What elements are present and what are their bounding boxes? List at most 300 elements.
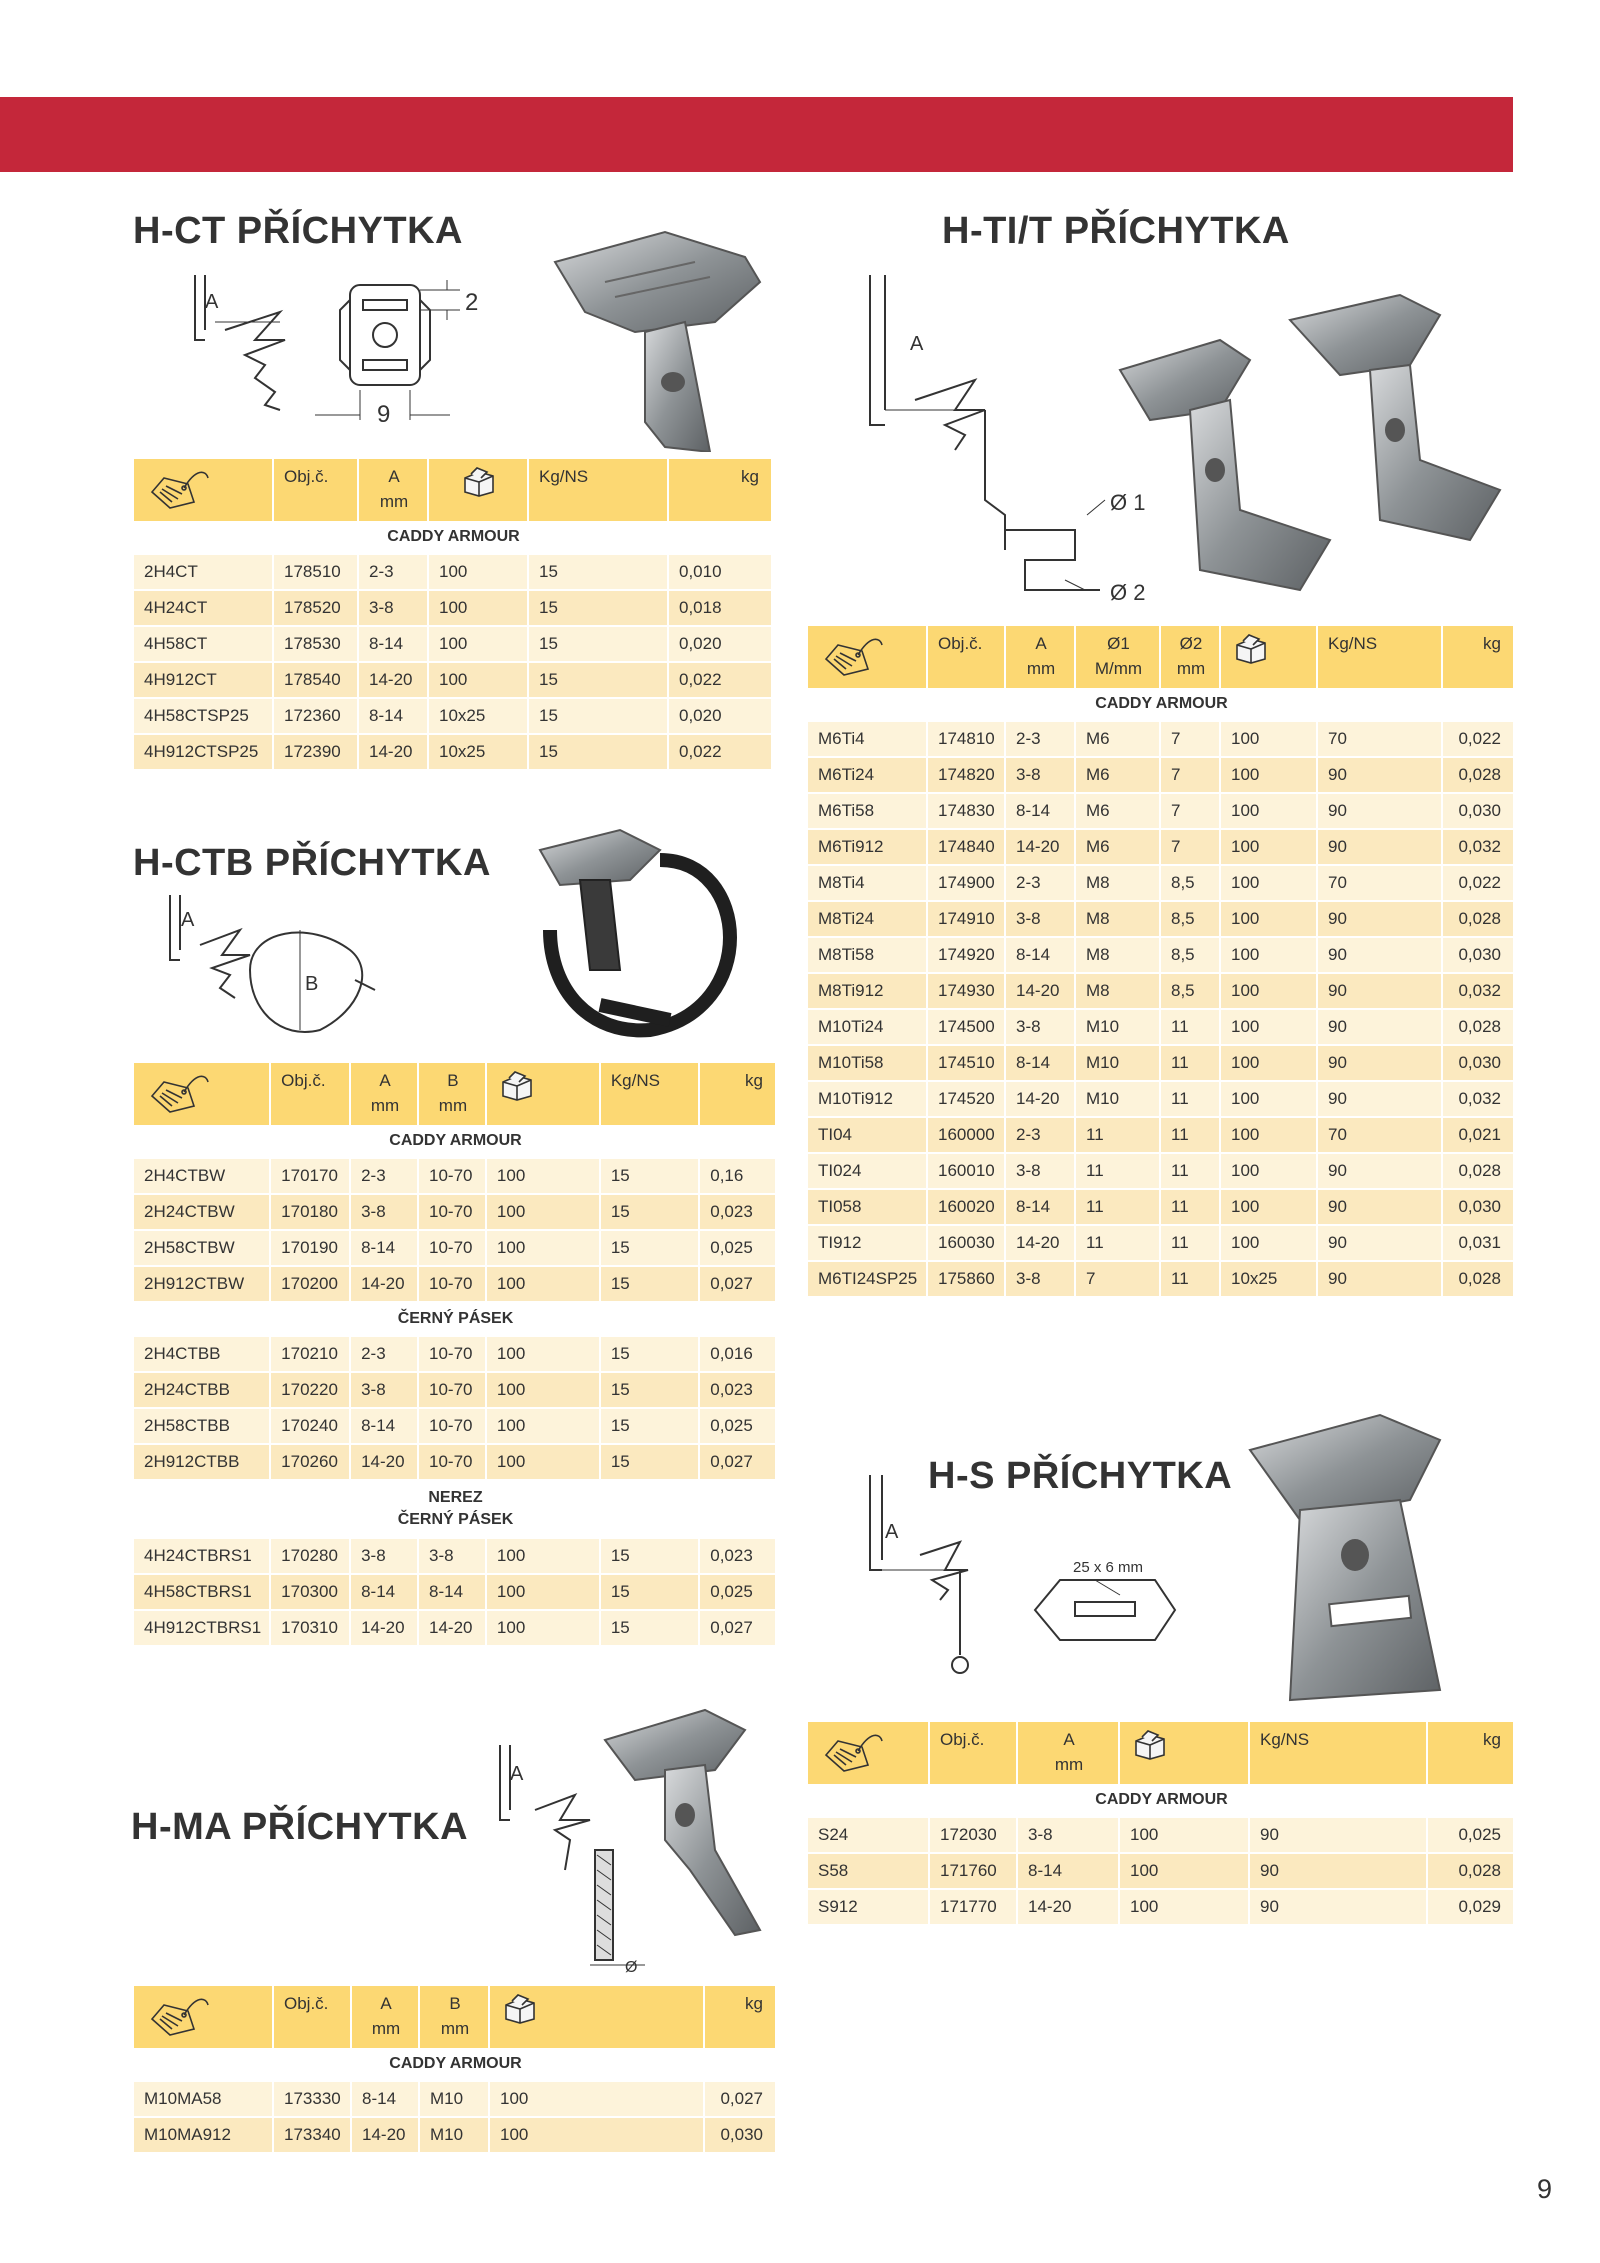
hma-header-a: A mm	[352, 1986, 420, 2048]
table-row	[808, 1890, 1513, 1926]
table-cell: 8-14	[352, 2082, 420, 2118]
table-cell: 0,030	[1443, 1190, 1513, 1226]
table-cell: 160010	[928, 1154, 1006, 1190]
table-cell: 170280	[271, 1539, 351, 1575]
table-cell: 0,023	[700, 1195, 775, 1231]
hma-product-photo	[595, 1700, 795, 1960]
table-cell: 170310	[271, 1611, 351, 1647]
table-cell: 10-70	[419, 1337, 487, 1373]
table-cell: 14-20	[351, 1267, 419, 1303]
table-row	[808, 830, 1513, 866]
table-cell: 90	[1318, 938, 1443, 974]
table-cell: 15	[529, 699, 669, 735]
table-cell: 14-20	[1006, 1082, 1076, 1118]
table-cell: 2H24CTBW	[134, 1195, 271, 1231]
table-cell: 170190	[271, 1231, 351, 1267]
table-cell: 0,032	[1443, 830, 1513, 866]
table-cell: 8,5	[1161, 866, 1221, 902]
table-cell: 0,010	[669, 555, 771, 591]
table-row	[808, 1818, 1513, 1854]
table-cell: 11	[1161, 1154, 1221, 1190]
hct-header-objc: Obj.č.	[274, 459, 359, 521]
hct-label-9: 9	[377, 401, 391, 428]
hma-table	[134, 1986, 775, 2154]
hct-diagram	[185, 270, 495, 430]
table-cell: 8-14	[359, 699, 429, 735]
table-cell: 0,027	[700, 1267, 775, 1303]
table-row	[808, 974, 1513, 1010]
table-cell: 90	[1318, 1262, 1443, 1298]
table-cell: 0,023	[700, 1539, 775, 1575]
top-banner	[0, 97, 1513, 172]
table-cell: 10x25	[1221, 1262, 1318, 1298]
hctb-header-objc: Obj.č.	[271, 1063, 351, 1125]
table-cell: 100	[1120, 1818, 1250, 1854]
hs-header-a: A mm	[1018, 1722, 1120, 1784]
table-cell: 90	[1318, 794, 1443, 830]
table-cell: 174520	[928, 1082, 1006, 1118]
table-cell: 0,023	[700, 1373, 775, 1409]
table-cell: 100	[1221, 1082, 1318, 1118]
table-cell: 4H24CT	[134, 591, 274, 627]
hctb-label-a: A	[181, 909, 195, 931]
hti-title: H-TI/T PŘÍCHYTKA	[942, 210, 1290, 252]
table-cell: 0,022	[669, 735, 771, 771]
table-row	[134, 1337, 775, 1373]
table-cell: M10MA58	[134, 2082, 274, 2118]
table-cell: 15	[529, 627, 669, 663]
table-cell: 178540	[274, 663, 359, 699]
table-cell: 90	[1318, 830, 1443, 866]
table-cell: 3-8	[1006, 758, 1076, 794]
table-cell: M10	[1076, 1010, 1161, 1046]
table-cell: 0,030	[1443, 938, 1513, 974]
table-cell: 0,032	[1443, 974, 1513, 1010]
table-cell: 100	[1221, 758, 1318, 794]
table-row	[808, 1854, 1513, 1890]
table-cell: 4H58CT	[134, 627, 274, 663]
table-cell: 178530	[274, 627, 359, 663]
table-cell: 0,030	[1443, 794, 1513, 830]
table-cell: 174900	[928, 866, 1006, 902]
table-cell: 14-20	[359, 735, 429, 771]
table-cell: 8,5	[1161, 974, 1221, 1010]
hctb-title: H-CTB PŘÍCHYTKA	[133, 842, 491, 884]
table-row	[808, 866, 1513, 902]
table-cell: 174820	[928, 758, 1006, 794]
table-cell: 90	[1318, 1046, 1443, 1082]
table-cell: TI04	[808, 1118, 928, 1154]
table-row	[134, 1231, 775, 1267]
table-cell: 7	[1161, 758, 1221, 794]
hs-product-photo	[1240, 1410, 1490, 1710]
hs-label-a: A	[885, 1521, 899, 1543]
table-row	[808, 902, 1513, 938]
table-cell: 14-20	[419, 1611, 487, 1647]
table-cell: 2-3	[1006, 722, 1076, 758]
tag-icon	[808, 1722, 930, 1784]
hti-label-o1: Ø 1	[1110, 490, 1146, 515]
table-cell: 100	[1221, 722, 1318, 758]
table-cell: 3-8	[359, 591, 429, 627]
table-cell: 3-8	[419, 1539, 487, 1575]
table-cell: 174500	[928, 1010, 1006, 1046]
table-cell: 3-8	[351, 1195, 419, 1231]
table-cell: 3-8	[351, 1539, 419, 1575]
table-cell: 4H912CTBRS1	[134, 1611, 271, 1647]
table-cell: M6Ti24	[808, 758, 928, 794]
table-cell: 172360	[274, 699, 359, 735]
table-cell: 0,028	[1443, 1262, 1513, 1298]
table-cell: 2H4CT	[134, 555, 274, 591]
table-row	[134, 2082, 775, 2118]
table-cell: 100	[487, 1445, 601, 1481]
table-cell: 14-20	[351, 1445, 419, 1481]
table-cell: M6	[1076, 722, 1161, 758]
table-cell: 100	[487, 1159, 601, 1195]
table-row	[134, 591, 771, 627]
table-cell: 14-20	[1006, 830, 1076, 866]
table-cell: 173330	[274, 2082, 352, 2118]
hti-header-a: A mm	[1006, 626, 1076, 688]
table-cell: M10	[420, 2082, 490, 2118]
table-cell: 4H24CTBRS1	[134, 1539, 271, 1575]
table-row	[134, 1195, 775, 1231]
table-cell: 0,020	[669, 699, 771, 735]
table-cell: 2H58CTBW	[134, 1231, 271, 1267]
table-cell: 178510	[274, 555, 359, 591]
table-cell: 0,028	[1443, 1010, 1513, 1046]
table-cell: 8-14	[1018, 1854, 1120, 1890]
table-cell: 174510	[928, 1046, 1006, 1082]
hs-slot-diagram	[1025, 1550, 1195, 1650]
hctb-header-a: A mm	[351, 1063, 419, 1125]
table-cell: M10	[1076, 1082, 1161, 1118]
table-cell: 8-14	[1006, 794, 1076, 830]
table-cell: M6TI24SP25	[808, 1262, 928, 1298]
table-cell: 15	[529, 663, 669, 699]
hma-header-objc: Obj.č.	[274, 1986, 352, 2048]
table-row	[808, 1046, 1513, 1082]
table-cell: 10x25	[429, 735, 529, 771]
hti-header-o1: Ø1 M/mm	[1076, 626, 1161, 688]
table-cell: 15	[601, 1195, 700, 1231]
table-cell: 170240	[271, 1409, 351, 1445]
table-cell: 2-3	[351, 1337, 419, 1373]
table-cell: 2H24CTBB	[134, 1373, 271, 1409]
table-cell: 8-14	[1006, 1046, 1076, 1082]
table-cell: 90	[1250, 1854, 1428, 1890]
table-cell: 100	[487, 1267, 601, 1303]
table-cell: 2-3	[359, 555, 429, 591]
table-cell: 100	[490, 2082, 705, 2118]
table-cell: 0,027	[700, 1611, 775, 1647]
hs-diagram	[860, 1470, 1050, 1690]
hs-header-kgns: Kg/NS	[1250, 1722, 1428, 1784]
hs-header-objc: Obj.č.	[930, 1722, 1018, 1784]
hct-header-a: A mm	[359, 459, 429, 521]
hma-header-b: B mm	[420, 1986, 490, 2048]
table-cell: M6Ti912	[808, 830, 928, 866]
table-cell: 2H58CTBB	[134, 1409, 271, 1445]
table-cell: 0,022	[1443, 722, 1513, 758]
hs-table	[808, 1722, 1513, 1926]
table-cell: 11	[1076, 1190, 1161, 1226]
hti-header-kg: kg	[1443, 626, 1513, 688]
table-row	[808, 758, 1513, 794]
table-cell: 0,022	[669, 663, 771, 699]
table-cell: 0,016	[700, 1337, 775, 1373]
table-cell: 11	[1161, 1046, 1221, 1082]
table-cell: 2-3	[1006, 1118, 1076, 1154]
table-cell: 0,020	[669, 627, 771, 663]
hct-section: CADDY ARMOUR	[134, 521, 771, 555]
table-cell: 10-70	[419, 1445, 487, 1481]
table-cell: 14-20	[1018, 1890, 1120, 1926]
table-cell: 10-70	[419, 1159, 487, 1195]
box-icon	[1120, 1722, 1250, 1784]
table-row	[134, 1539, 775, 1575]
table-cell: 100	[1221, 1118, 1318, 1154]
table-cell: 8-14	[351, 1231, 419, 1267]
table-cell: 0,025	[700, 1231, 775, 1267]
table-row	[808, 1082, 1513, 1118]
table-cell: 0,022	[1443, 866, 1513, 902]
table-cell: 170300	[271, 1575, 351, 1611]
table-cell: 175860	[928, 1262, 1006, 1298]
table-cell: 11	[1161, 1262, 1221, 1298]
table-cell: 0,029	[1428, 1890, 1513, 1926]
table-cell: 173340	[274, 2118, 352, 2154]
table-cell: 170210	[271, 1337, 351, 1373]
table-row	[134, 735, 771, 771]
hct-label-a: A	[205, 291, 219, 313]
hctb-header-kgns: Kg/NS	[601, 1063, 700, 1125]
table-cell: 90	[1318, 974, 1443, 1010]
table-cell: 3-8	[1006, 1262, 1076, 1298]
table-cell: 174840	[928, 830, 1006, 866]
hti-table	[808, 626, 1513, 1298]
table-cell: 90	[1318, 1226, 1443, 1262]
table-cell: 11	[1161, 1190, 1221, 1226]
tag-icon	[134, 1986, 274, 2048]
table-cell: M10Ti912	[808, 1082, 928, 1118]
hti-label-o2: Ø 2	[1110, 580, 1146, 605]
table-cell: 10-70	[419, 1195, 487, 1231]
table-row	[134, 663, 771, 699]
hct-header-kgns: Kg/NS	[529, 459, 669, 521]
table-cell: 8,5	[1161, 902, 1221, 938]
box-icon	[487, 1063, 601, 1125]
table-cell: 174910	[928, 902, 1006, 938]
table-cell: 100	[1221, 974, 1318, 1010]
table-row	[808, 1262, 1513, 1298]
table-cell: 100	[1221, 1190, 1318, 1226]
table-cell: 100	[487, 1337, 601, 1373]
hctb-header-kg: kg	[700, 1063, 775, 1125]
table-cell: 100	[487, 1575, 601, 1611]
table-cell: 11	[1076, 1118, 1161, 1154]
table-cell: 10-70	[419, 1373, 487, 1409]
table-cell: 100	[487, 1195, 601, 1231]
table-cell: 100	[1221, 1046, 1318, 1082]
table-cell: 100	[487, 1409, 601, 1445]
table-cell: 100	[1120, 1854, 1250, 1890]
table-cell: 0,028	[1428, 1854, 1513, 1890]
table-cell: 100	[1221, 1154, 1318, 1190]
table-cell: 15	[601, 1159, 700, 1195]
table-row	[134, 627, 771, 663]
table-cell: 2H912CTBB	[134, 1445, 271, 1481]
table-cell: 15	[601, 1445, 700, 1481]
table-cell: M8	[1076, 938, 1161, 974]
table-cell: 170200	[271, 1267, 351, 1303]
table-cell: 160030	[928, 1226, 1006, 1262]
table-cell: 15	[601, 1575, 700, 1611]
table-cell: 160020	[928, 1190, 1006, 1226]
table-cell: 2H4CTBW	[134, 1159, 271, 1195]
hs-title: H-S PŘÍCHYTKA	[928, 1455, 1233, 1497]
table-cell: 100	[487, 1373, 601, 1409]
hctb-section-3: NEREZ ČERNÝ PÁSEK	[134, 1481, 775, 1539]
table-cell: S24	[808, 1818, 930, 1854]
table-cell: 174920	[928, 938, 1006, 974]
table-row	[134, 1409, 775, 1445]
table-cell: 8-14	[1006, 1190, 1076, 1226]
hctb-section-2: ČERNÝ PÁSEK	[134, 1303, 775, 1337]
table-cell: 4H912CT	[134, 663, 274, 699]
table-cell: M8Ti912	[808, 974, 928, 1010]
table-cell: 0,028	[1443, 758, 1513, 794]
table-cell: M10MA912	[134, 2118, 274, 2154]
table-cell: 100	[1221, 938, 1318, 974]
table-cell: 0,032	[1443, 1082, 1513, 1118]
table-row	[808, 1154, 1513, 1190]
table-cell: 14-20	[352, 2118, 420, 2154]
table-cell: 70	[1318, 722, 1443, 758]
box-icon	[1221, 626, 1318, 688]
table-cell: 3-8	[351, 1373, 419, 1409]
table-cell: M6	[1076, 758, 1161, 794]
table-cell: 4H58CTBRS1	[134, 1575, 271, 1611]
table-cell: M10	[1076, 1046, 1161, 1082]
hct-title: H-CT PŘÍCHYTKA	[133, 210, 463, 252]
box-icon	[429, 459, 529, 521]
table-cell: 100	[1221, 866, 1318, 902]
table-cell: 11	[1161, 1226, 1221, 1262]
table-cell: 0,025	[1428, 1818, 1513, 1854]
table-cell: 7	[1076, 1262, 1161, 1298]
hti-product-photo	[1110, 290, 1520, 610]
table-row	[808, 722, 1513, 758]
table-cell: 100	[1221, 902, 1318, 938]
table-cell: 14-20	[359, 663, 429, 699]
table-cell: 90	[1250, 1818, 1428, 1854]
table-cell: M6Ti58	[808, 794, 928, 830]
table-cell: 0,031	[1443, 1226, 1513, 1262]
table-cell: 0,021	[1443, 1118, 1513, 1154]
table-cell: 11	[1161, 1010, 1221, 1046]
table-row	[134, 1445, 775, 1481]
table-cell: 70	[1318, 866, 1443, 902]
table-cell: 100	[1120, 1890, 1250, 1926]
table-cell: 11	[1076, 1154, 1161, 1190]
table-cell: M6Ti4	[808, 722, 928, 758]
table-cell: 100	[1221, 830, 1318, 866]
hs-section: CADDY ARMOUR	[808, 1784, 1513, 1818]
table-cell: 4H912CTSP25	[134, 735, 274, 771]
table-cell: 0,16	[700, 1159, 775, 1195]
table-cell: 0,027	[700, 1445, 775, 1481]
table-cell: 11	[1076, 1226, 1161, 1262]
table-cell: 15	[601, 1267, 700, 1303]
table-row	[134, 555, 771, 591]
table-cell: 0,028	[1443, 1154, 1513, 1190]
table-cell: 100	[1221, 794, 1318, 830]
hct-product-photo	[545, 222, 775, 452]
table-cell: 90	[1250, 1890, 1428, 1926]
hctb-label-b: B	[305, 973, 319, 995]
table-cell: 10-70	[419, 1231, 487, 1267]
table-cell: 15	[529, 735, 669, 771]
table-row	[134, 1267, 775, 1303]
table-cell: 100	[429, 627, 529, 663]
table-cell: 14-20	[351, 1611, 419, 1647]
table-row	[134, 2118, 775, 2154]
table-cell: 100	[429, 591, 529, 627]
table-row	[134, 1373, 775, 1409]
table-cell: 15	[529, 591, 669, 627]
table-cell: M6	[1076, 794, 1161, 830]
table-cell: 0,027	[705, 2082, 775, 2118]
table-cell: 100	[1221, 1226, 1318, 1262]
table-cell: 90	[1318, 1082, 1443, 1118]
table-cell: 10x25	[429, 699, 529, 735]
table-cell: 3-8	[1006, 902, 1076, 938]
table-cell: 172030	[930, 1818, 1018, 1854]
table-row	[808, 1226, 1513, 1262]
tag-icon	[134, 459, 274, 521]
table-cell: 0,030	[705, 2118, 775, 2154]
table-cell: M8Ti58	[808, 938, 928, 974]
table-cell: 172390	[274, 735, 359, 771]
table-cell: 8-14	[351, 1409, 419, 1445]
table-cell: 4H58CTSP25	[134, 699, 274, 735]
table-row	[808, 1190, 1513, 1226]
table-cell: 90	[1318, 1154, 1443, 1190]
table-cell: 178520	[274, 591, 359, 627]
table-cell: S912	[808, 1890, 930, 1926]
table-cell: 15	[601, 1409, 700, 1445]
table-cell: M8Ti4	[808, 866, 928, 902]
table-cell: 7	[1161, 722, 1221, 758]
table-cell: 8-14	[1006, 938, 1076, 974]
hctb-header-b: B mm	[419, 1063, 487, 1125]
hs-header-kg: kg	[1428, 1722, 1513, 1784]
table-cell: 8,5	[1161, 938, 1221, 974]
table-cell: M10Ti58	[808, 1046, 928, 1082]
box-icon	[490, 1986, 705, 2048]
table-cell: 7	[1161, 830, 1221, 866]
hma-label-o: Ø	[625, 1959, 638, 1976]
table-cell: 174810	[928, 722, 1006, 758]
table-cell: 100	[487, 1539, 601, 1575]
table-cell: 0,025	[700, 1575, 775, 1611]
hctb-table	[134, 1063, 775, 1647]
table-cell: 100	[490, 2118, 705, 2154]
table-cell: 90	[1318, 1010, 1443, 1046]
table-cell: M6	[1076, 830, 1161, 866]
